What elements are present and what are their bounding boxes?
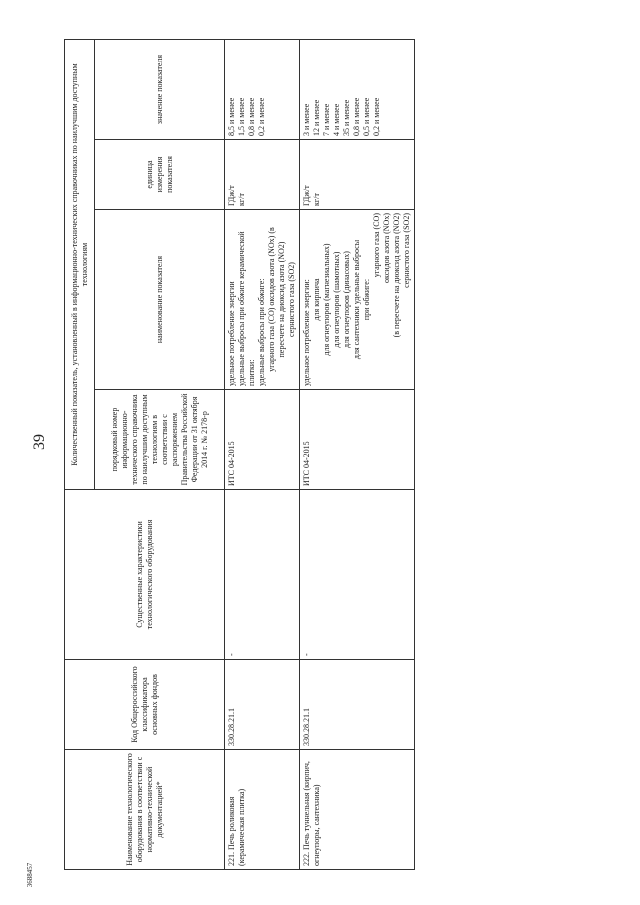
- indicator-units: [225, 140, 300, 210]
- characteristics: -: [225, 490, 300, 660]
- indicator-value: 0,2 и менее: [372, 97, 381, 136]
- page-number: 39: [31, 434, 48, 450]
- indicator-name: угарного газа (CO): [372, 213, 381, 278]
- indicator-names: [300, 210, 415, 390]
- table-row: [225, 39, 300, 869]
- indicator-name: удельное потребление энергии:: [302, 279, 311, 386]
- indicator-values: [225, 39, 300, 139]
- header-its-number: порядковый номер информационно-технического справочника по наилучшим доступным технологиям в соответствии с распоряжением Правительства Российской Федерации от 31 октября 2014 г. № 2178-р: [95, 390, 225, 490]
- header-okof-code: Код Общероссийского классификатора основных фондов: [65, 660, 225, 750]
- rotated-table-wrapper: [64, 40, 564, 870]
- indicator-name: при обжиге:: [362, 278, 371, 321]
- table-row: [300, 39, 415, 869]
- row-name-cell: [225, 750, 300, 870]
- its-number: ИТС 04-2015: [300, 390, 415, 490]
- okof-code: 330.28.21.1: [300, 660, 415, 750]
- indicator-name: для огнеупоров (шамотных): [332, 251, 341, 348]
- indicator-name: для сантехники удельные выбросы: [352, 239, 361, 360]
- header-unit: единица измерения показателя: [95, 140, 225, 210]
- indicator-name: удельное потребление энергии: [227, 281, 236, 386]
- indicator-value: 1,5 и менее: [237, 97, 246, 136]
- indicator-name: удельные выбросы при обжиге:: [257, 278, 266, 386]
- equipment-name: Печь роликовая (керамическая плитка): [227, 788, 246, 866]
- header-equipment-name: Наименование технологического оборудования в соответствии с нормативно-технической документацией*: [65, 750, 225, 870]
- okof-code: 330.28.21.1: [225, 660, 300, 750]
- table-body: [225, 39, 415, 869]
- its-number: ИТС 04-2015: [225, 390, 300, 490]
- indicator-unit: кг/т: [237, 193, 246, 206]
- indicator-name: сернистого газа (SO2): [402, 213, 411, 288]
- indicator-value: 0,5 и менее: [362, 97, 371, 136]
- indicator-value: 3 и менее: [302, 103, 311, 136]
- indicator-value: 7 и менее: [322, 103, 331, 136]
- indicator-name: (в пересчете на диоксид азота (NO2): [392, 213, 401, 338]
- bat-indicators-table: [64, 39, 415, 870]
- document-number: 3688457: [26, 862, 34, 888]
- indicator-names: [225, 210, 300, 390]
- row-name-cell: [300, 750, 415, 870]
- indicator-value: 0,8 и менее: [352, 97, 361, 136]
- indicator-values: [300, 39, 415, 139]
- equipment-name: Печь туннельная (кирпич, огнеупоры, сантехника): [302, 761, 321, 866]
- indicator-name: угарного газа (CO) оксидов азота (NOx) (в пересчете на диоксид азота (NO2): [267, 227, 286, 372]
- indicator-value: 12 и менее: [312, 99, 321, 136]
- header-indicator-name: наименование показателя: [95, 210, 225, 390]
- indicator-value: 35 и менее: [342, 99, 351, 136]
- indicator-name: сернистого газа (SO2): [287, 262, 296, 337]
- indicator-name: удельные выбросы при обжиге керамической плитки:: [237, 231, 256, 386]
- indicator-unit: кг/т: [312, 193, 321, 206]
- indicator-units: [300, 140, 415, 210]
- indicator-unit: ГДж/т: [302, 185, 311, 206]
- indicator-unit: ГДж/т: [227, 185, 236, 206]
- characteristics: -: [300, 490, 415, 660]
- indicator-value: 0,2 и менее: [257, 97, 266, 136]
- indicator-value: 4 и менее: [332, 103, 341, 136]
- indicator-value: 8,5 и менее: [227, 97, 236, 136]
- header-characteristics: Существенные характеристики технологического оборудования: [65, 490, 225, 660]
- indicator-name: для кирпича: [312, 278, 321, 321]
- indicator-value: 0,8 и менее: [247, 97, 256, 136]
- header-value: значение показателя: [95, 39, 225, 139]
- indicator-name: оксидов азота (NOx): [382, 213, 391, 283]
- row-number: 222.: [302, 852, 311, 866]
- indicator-name: для огнеупоров (динасовых): [342, 251, 351, 348]
- indicator-name: для огнеупоров (магнезиальных): [322, 243, 331, 356]
- header-quantitative-indicator: Количественный показатель, установленный в информационно-технических справочниках по наилучшим доступным технологиям: [65, 39, 95, 489]
- row-number: 221.: [227, 852, 236, 866]
